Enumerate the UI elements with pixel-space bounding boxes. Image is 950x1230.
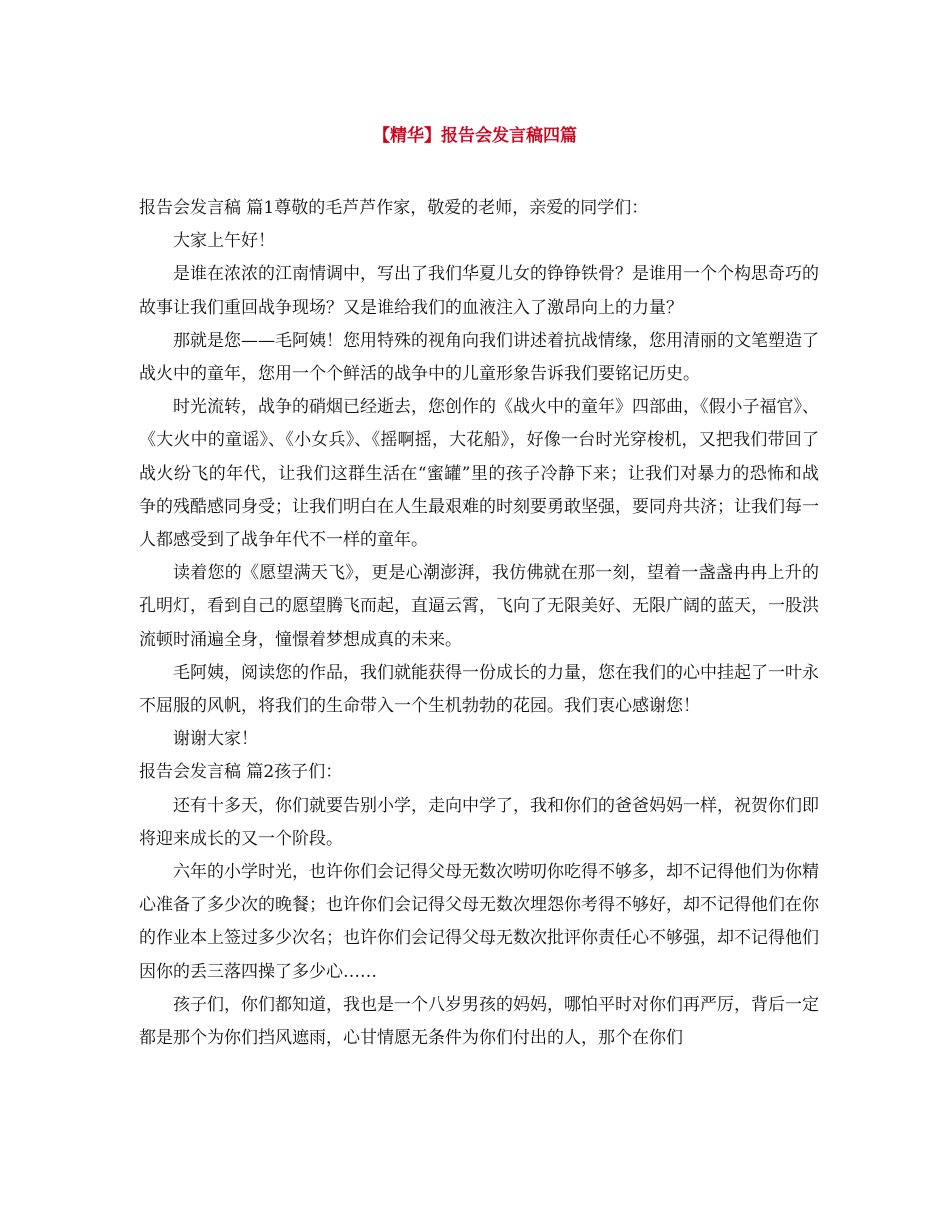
paragraph: 六年的小学时光，也许你们会记得父母无数次唠叨你吃得不够多，却不记得他们为你精心准备了多少次的晚餐；也许你们会记得父母无数次埋怨你考得不够好，却不记得他们在你的作业本上签过多少次名；也许你们会记得父母无数次批评你责任心不够强，却不记得他们因你的丢三落四操了多少心…… bbox=[139, 862, 819, 982]
document-title: 【精华】报告会发言稿四篇 bbox=[373, 126, 577, 146]
paragraph: 大家上午好！ bbox=[173, 231, 275, 252]
paragraph: 读着您的《愿望满天飞》，更是心潮澎湃，我仿佛就在那一刻，望着一盏盏冉冉上升的孔明灯，看到自己的愿望腾飞而起，直逼云霄，飞向了无限美好、无限广阔的蓝天，一股洪流顿时涌遍全身，憧憬着梦想成真的未来。 bbox=[139, 563, 819, 650]
paragraph: 是谁在浓浓的江南情调中，写出了我们华夏儿女的铮铮铁骨？是谁用一个个构思奇巧的故事让我们重回战争现场？又是谁给我们的血液注入了激昂向上的力量？ bbox=[139, 264, 819, 318]
paragraph: 毛阿姨，阅读您的作品，我们就能获得一份成长的力量，您在我们的心中挂起了一叶永不屈服的风帆，将我们的生命带入一个生机勃勃的花园。我们衷心感谢您！ bbox=[139, 662, 819, 717]
paragraph: 谢谢大家！ bbox=[173, 729, 258, 750]
paragraph: 还有十多天，你们就要告别小学，走向中学了，我和你们的爸爸妈妈一样，祝贺你们即将迎来成长的又一个阶段。 bbox=[139, 795, 819, 849]
paragraph: 时光流转，战争的硝烟已经逝去，您创作的《战火中的童年》四部曲，《假小子福官》、《大火中的童谣》、《小女兵》、《摇啊摇，大花船》，好像一台时光穿梭机，又把我们带回了战火纷飞的年代，让我们这群生活在“蜜罐”里的孩子冷静下来；让我们对暴力的恐怖和战争的残酷感同身受；让我们明白在人生最艰难的时刻要勇敢坚强，要同舟共济；让我们每一人都感受到了战争年代不一样的童年。 bbox=[139, 397, 819, 551]
paragraph: 那就是您——毛阿姨！您用特殊的视角向我们讲述着抗战情缘，您用清丽的文笔塑造了战火中的童年，您用一个个鲜活的战争中的儿童形象告诉我们要铭记历史。 bbox=[139, 330, 819, 385]
paragraph: 报告会发言稿 篇2孩子们： bbox=[139, 762, 343, 783]
document-body bbox=[139, 192, 819, 1055]
paragraph: 报告会发言稿 篇1尊敬的毛芦芦作家，敬爱的老师，亲爱的同学们： bbox=[139, 198, 649, 218]
paragraph: 孩子们，你们都知道，我也是一个八岁男孩的妈妈，哪怕平时对你们再严厉，背后一定都是那个为你们挡风遮雨，心甘情愿无条件为你们付出的人，那个在你们 bbox=[139, 994, 819, 1049]
